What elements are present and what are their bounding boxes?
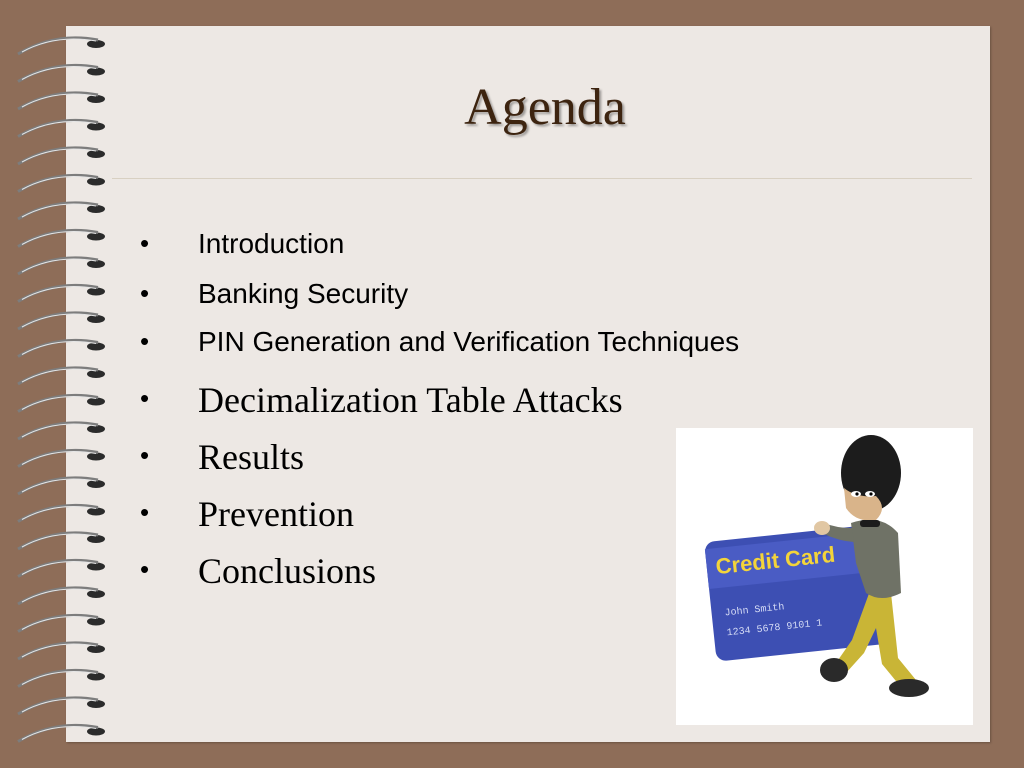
binding-ring	[18, 175, 105, 191]
card-brand: Credit Card	[714, 541, 837, 580]
binding-ring	[18, 643, 105, 659]
agenda-item	[140, 228, 700, 268]
bullet: •	[140, 228, 150, 258]
binding-ring	[18, 505, 105, 521]
agenda-item	[140, 379, 700, 419]
binding-ring	[18, 423, 105, 439]
binding-ring	[18, 368, 105, 384]
hand	[814, 521, 830, 535]
thief-illustration	[676, 428, 973, 725]
binding-ring	[18, 670, 105, 686]
agenda-item-label: Decimalization Table Attacks	[198, 380, 623, 420]
binding-ring	[18, 588, 105, 604]
binding-ring	[18, 38, 105, 54]
agenda-item	[140, 436, 700, 476]
agenda-item-label: Introduction	[198, 228, 345, 259]
agenda-item	[140, 278, 700, 318]
title-divider	[112, 178, 972, 179]
card-number: 1234 5678 9101 1	[726, 618, 823, 640]
binding-ring	[18, 148, 105, 164]
bullet: •	[140, 497, 150, 527]
binding-ring	[18, 395, 105, 411]
agenda-item	[140, 326, 740, 366]
bullet: •	[140, 383, 150, 413]
binding-ring	[18, 560, 105, 576]
agenda-item	[140, 493, 700, 533]
shoe-left	[820, 658, 848, 682]
binding-ring	[18, 450, 105, 466]
shoe-right	[889, 679, 929, 697]
binding-ring	[18, 478, 105, 494]
binding-ring	[18, 340, 105, 356]
bullet: •	[140, 440, 150, 470]
binding-ring	[18, 230, 105, 246]
binding-ring	[18, 258, 105, 274]
bullet: •	[140, 326, 150, 356]
binding-ring	[18, 533, 105, 549]
binding-ring	[18, 698, 105, 714]
bullet: •	[140, 554, 150, 584]
binding-ring	[18, 313, 105, 329]
agenda-item	[140, 550, 700, 590]
slide-title: Agenda	[464, 79, 626, 136]
binding-ring	[18, 203, 105, 219]
agenda-item-label: Results	[198, 437, 305, 477]
bullet: •	[140, 278, 150, 308]
agenda-item-label: Conclusions	[198, 551, 377, 591]
agenda-item-label: Banking Security	[198, 278, 409, 309]
agenda-item-label: PIN Generation and Verification Techniques	[198, 326, 740, 357]
thief-with-credit-card-icon	[676, 428, 973, 725]
agenda-item-label: Prevention	[198, 494, 354, 534]
card-holder: John Smith	[724, 602, 786, 620]
binding-ring	[18, 285, 105, 301]
binding-ring	[18, 725, 105, 741]
binding-ring	[18, 615, 105, 631]
